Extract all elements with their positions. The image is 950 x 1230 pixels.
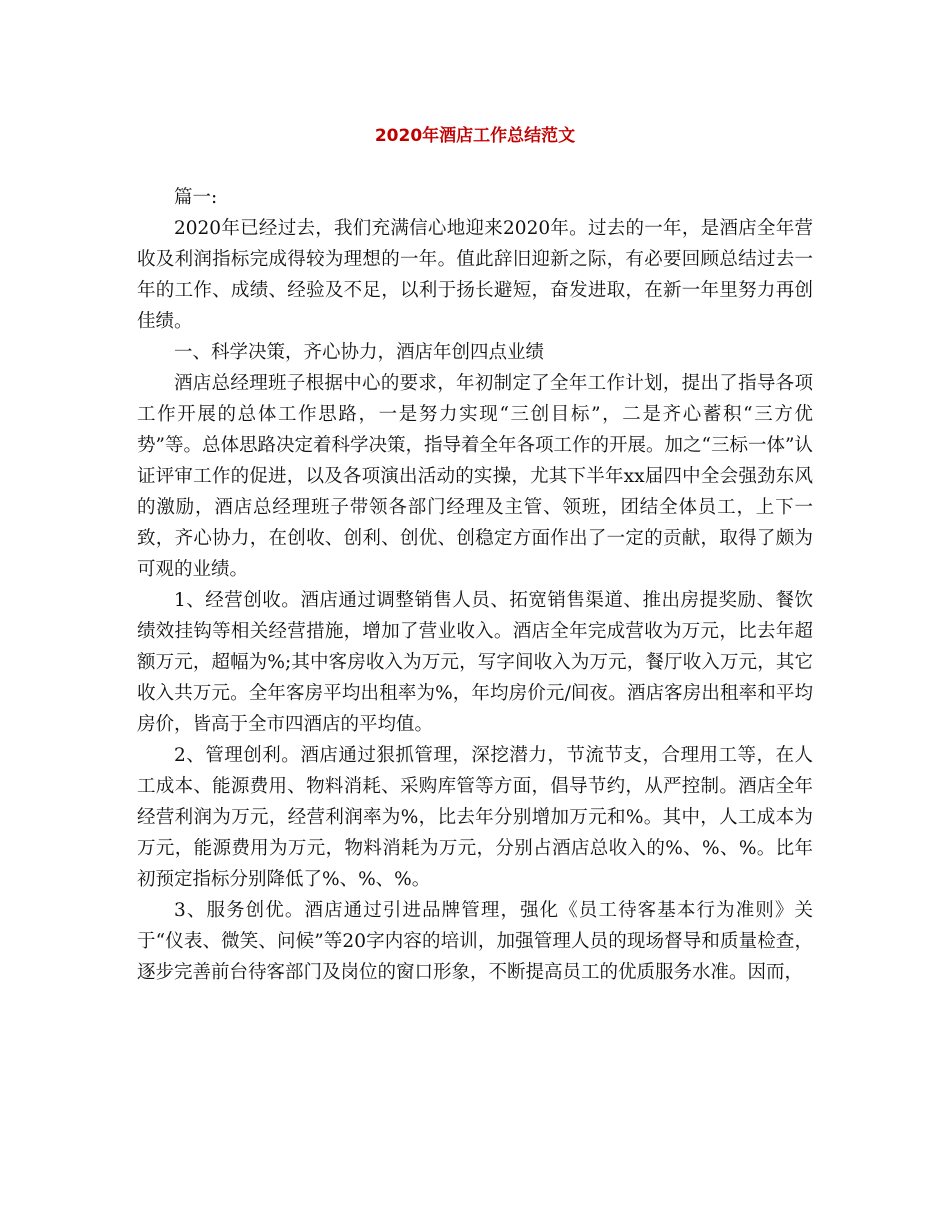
paragraph-section-label: 篇一:: [174, 187, 218, 208]
paragraph-intro: 2020年已经过去，我们充满信心地迎来2020年。过去的一年，是酒店全年营收及利润指标完成得较为理想的一年。值此辞旧迎新之际，有必要回顾总结过去一年的工作、成绩、经验及不足，以利于扬长避短，奋发进取，在新一年里努力再创佳绩。: [137, 218, 813, 332]
paragraph-item-1: 1、经营创收。酒店通过调整销售人员、拓宽销售渠道、推出房提奖励、餐饮绩效挂钩等相关经营措施，增加了营业收入。酒店全年完成营收为万元，比去年超额万元，超幅为%;其中客房收入为万元，写字间收入为万元，餐厅收入万元，其它收入共万元。全年客房平均出租率为%，年均房价元/间夜。酒店客房出租率和平均房价，皆高于全市四酒店的平均值。: [137, 590, 813, 735]
paragraph-overview: 酒店总经理班子根据中心的要求，年初制定了全年工作计划，提出了指导各项工作开展的总体工作思路，一是努力实现“三创目标”，二是齐心蓄积“三方优势”等。总体思路决定着科学决策，指导着全年各项工作的开展。加之“三标一体”认证评审工作的促进，以及各项演出活动的实操，尤其下半年xx届四中全会强劲东风的激励，酒店总经理班子带领各部门经理及主管、领班，团结全体员工，上下一致，齐心协力，在创收、创利、创优、创稳定方面作出了一定的贡献，取得了颇为可观的业绩。: [137, 373, 813, 580]
document-body: [137, 182, 813, 988]
paragraph-item-2: 2、管理创利。酒店通过狠抓管理，深挖潜力，节流节支，合理用工等，在人工成本、能源费用、物料消耗、采购库管等方面，倡导节约，从严控制。酒店全年经营利润为万元，经营利润率为%，比去年分别增加万元和%。其中，人工成本为万元，能源费用为万元，物料消耗为万元，分别占酒店总收入的%、%、%。比年初预定指标分别降低了%、%、%。: [137, 745, 813, 890]
paragraph-heading-1: 一、科学决策，齐心协力，酒店年创四点业绩: [174, 342, 545, 363]
document-title: 2020年酒店工作总结范文: [374, 126, 576, 146]
paragraph-item-3: 3、服务创优。酒店通过引进品牌管理，强化《员工待客基本行为准则》关于“仪表、微笑、问候”等20字内容的培训，加强管理人员的现场督导和质量检查，逐步完善前台待客部门及岗位的窗口形象，不断提高员工的优质服务水准。因而，: [137, 900, 813, 983]
